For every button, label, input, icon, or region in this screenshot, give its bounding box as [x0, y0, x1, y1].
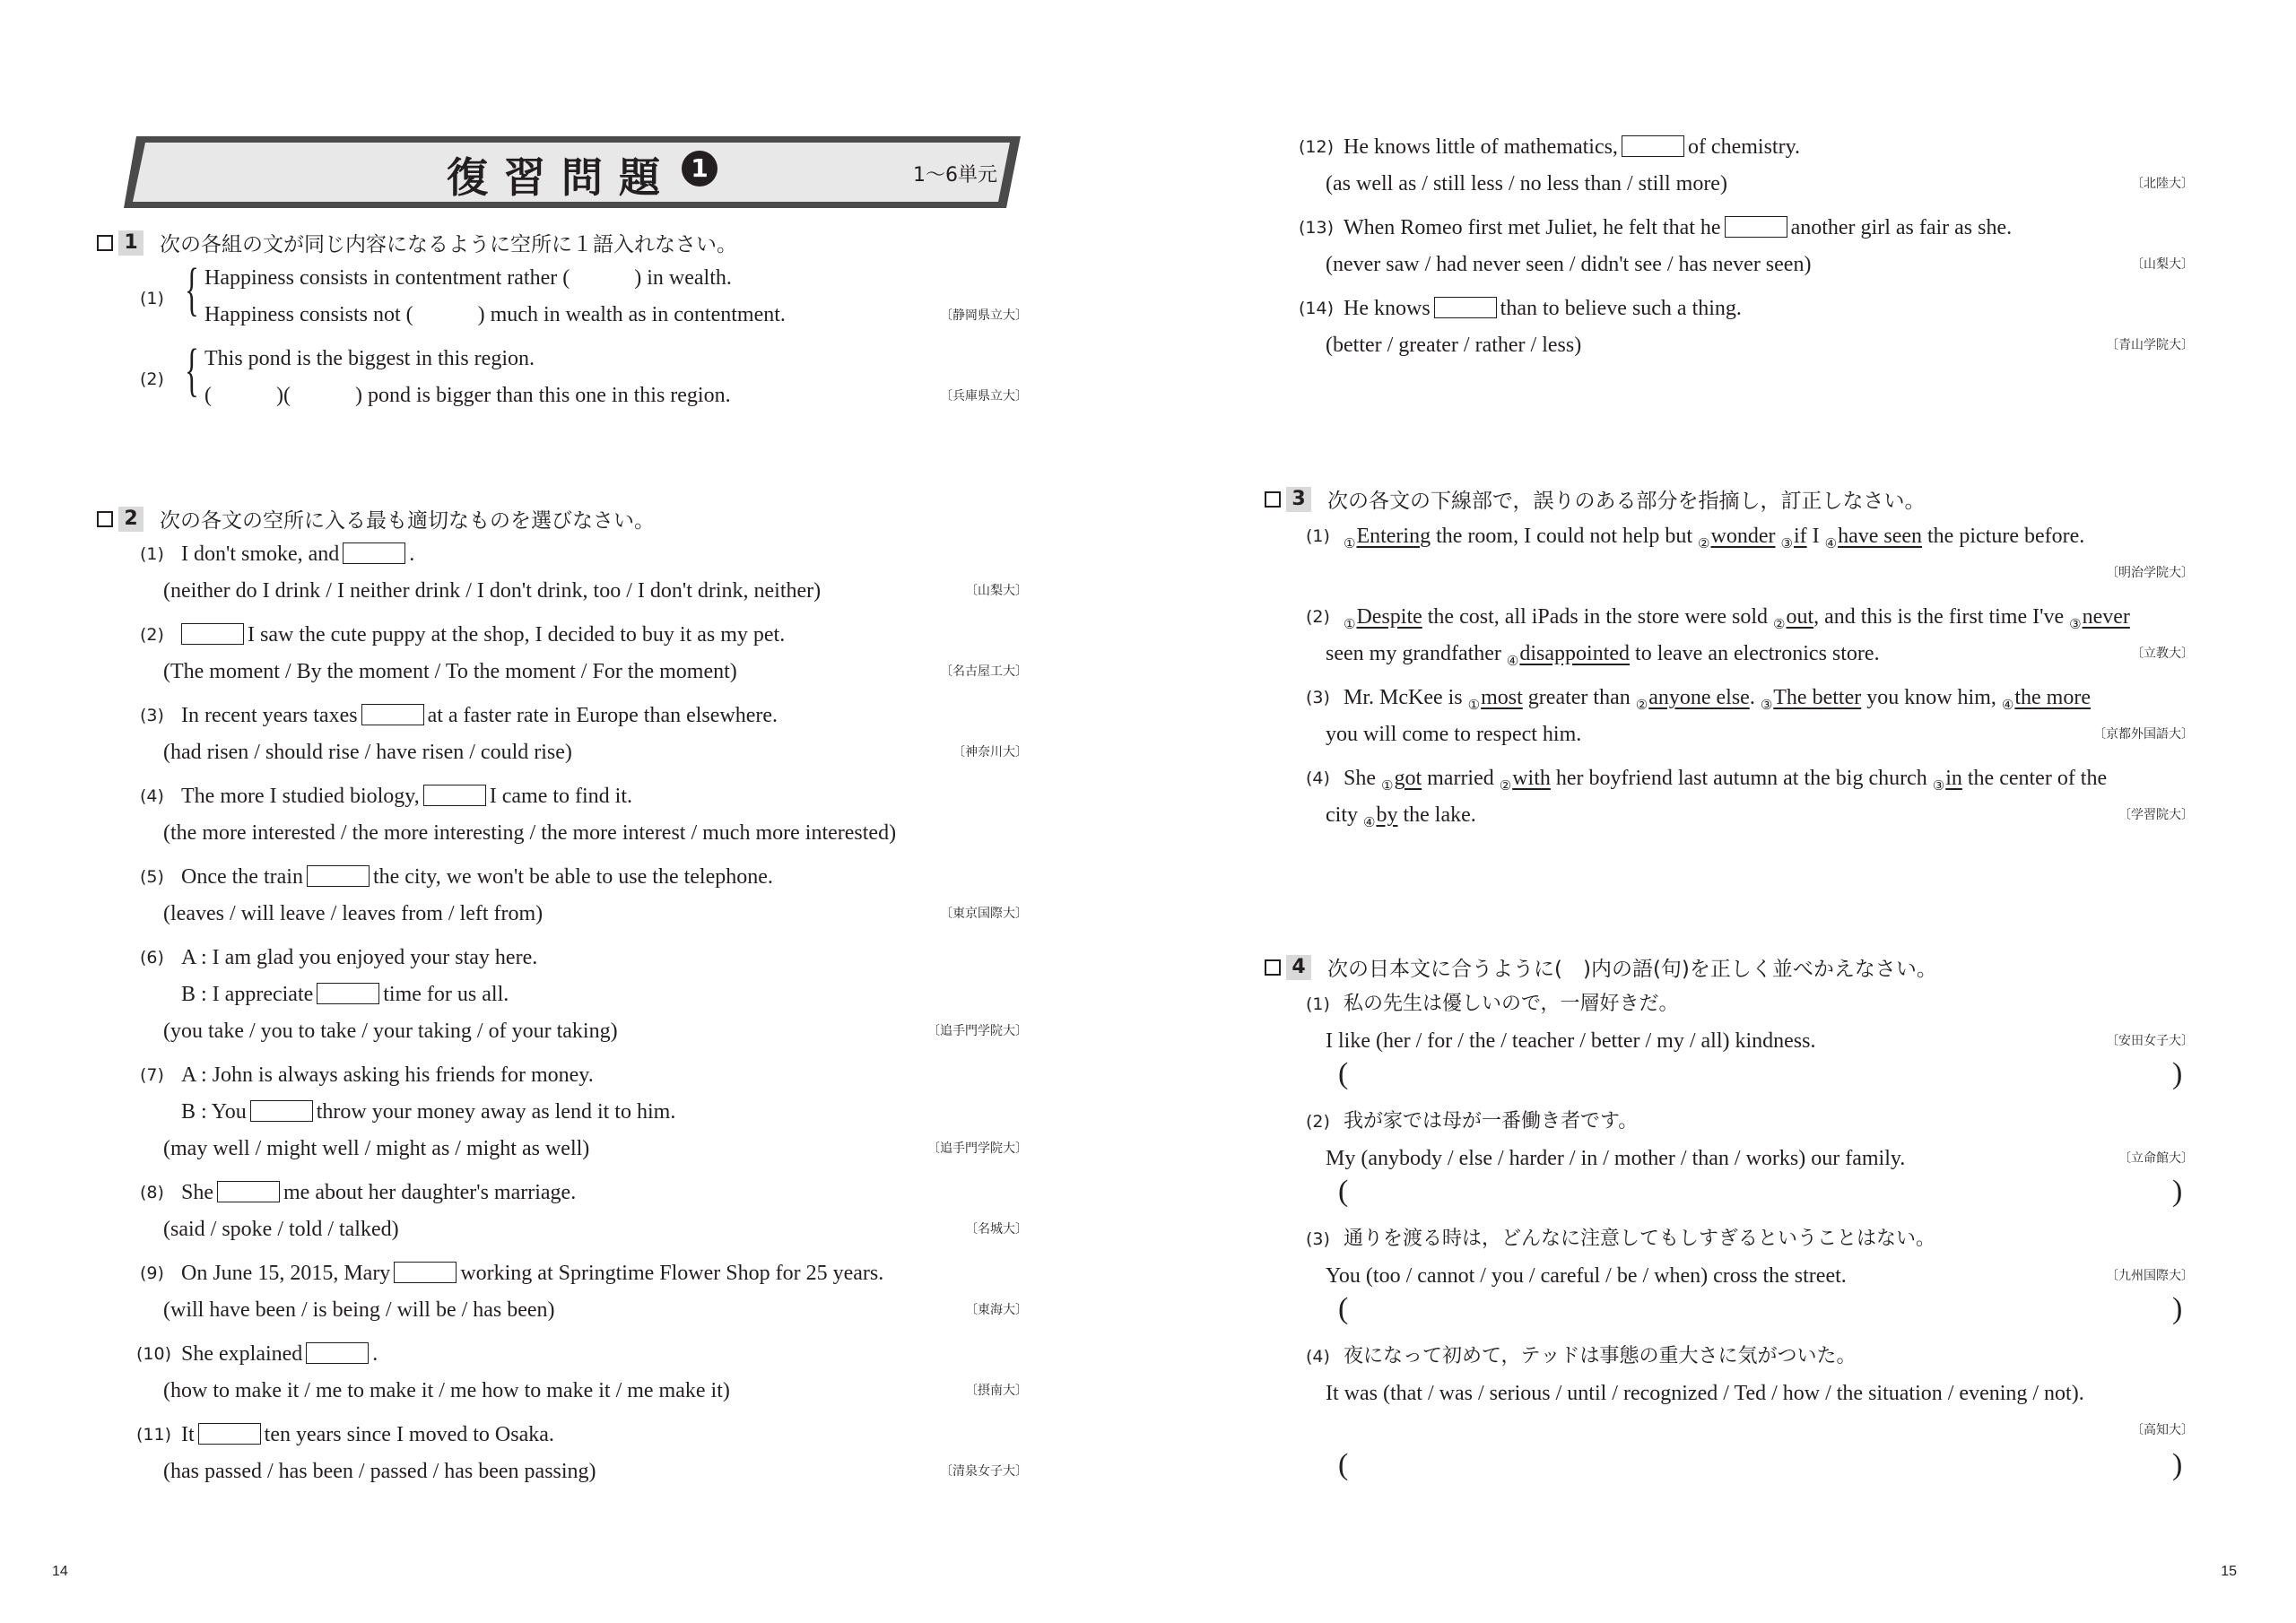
question-sentence: It ten years since I moved to Osaka.	[181, 1423, 554, 1446]
answer-blank[interactable]	[423, 785, 486, 806]
error-sentence: Mr. McKee is $_①$most greater than $_②$anyone else. $_③$The better you know him, $_④$the more	[1344, 686, 2091, 713]
japanese-sentence: 通りを渡る時は，どんなに注意してもしすぎるということはない。	[1344, 1228, 1936, 1250]
question-number: (4)	[1306, 1347, 1330, 1367]
source-label: 〔摂南大〕	[965, 1384, 1028, 1398]
source-label: 〔京都外国語大〕	[2093, 727, 2194, 742]
question-sentence: She explained .	[181, 1342, 378, 1366]
error-sentence-cont: city $_④$by the lake.	[1326, 803, 1476, 830]
question-number: (1)	[140, 544, 164, 564]
question-sentence: I saw the cute puppy at the shop, I decided to buy it as my pet.	[181, 621, 785, 648]
title-banner	[124, 136, 1021, 208]
question-sentence: B : You throw your money away as lend it to him.	[181, 1100, 676, 1124]
answer-blank[interactable]	[198, 1423, 261, 1445]
review-number-badge: 1	[682, 151, 718, 187]
options: (as well as / still less / no less than / still more)	[1326, 172, 1727, 195]
question-number: (1)	[1306, 994, 1330, 1014]
question-sentence: The more I studied biology, I came to find it.	[181, 785, 633, 808]
question-number: (9)	[140, 1263, 164, 1283]
question-number: (2)	[140, 625, 164, 645]
source-label: 〔青山学院大〕	[2106, 338, 2194, 352]
source-label: 〔清泉女子大〕	[940, 1464, 1028, 1479]
question-number: (8)	[140, 1183, 164, 1202]
question-number: (14)	[1299, 299, 1335, 318]
section-number: 4	[1286, 955, 1311, 980]
question-number: (3)	[140, 706, 164, 725]
page-number: 15	[2221, 1564, 2237, 1579]
section-1-header	[97, 228, 737, 257]
checkbox-icon[interactable]	[1265, 959, 1281, 976]
answer-blank[interactable]	[394, 1262, 457, 1283]
source-label: 〔東海大〕	[965, 1303, 1028, 1317]
question-sentence: I don't smoke, and .	[181, 542, 415, 566]
options: (may well / might well / might as / might as well)	[163, 1137, 590, 1160]
question-number: (13)	[1299, 218, 1335, 238]
section-number: 1	[118, 230, 144, 256]
options: (has passed / has been / passed / has been passing)	[163, 1460, 596, 1483]
english-words: My (anybody / else / harder / in / mother / than / works) our family.	[1326, 1147, 1906, 1170]
options: (had risen / should rise / have risen / could rise)	[163, 741, 572, 764]
page-number: 14	[52, 1564, 68, 1579]
options: (the more interested / the more interesting / the more interest / much more interested)	[163, 821, 897, 845]
error-sentence: She $_①$got married $_②$with her boyfriend last autumn at the big church $_③$in the center of the	[1344, 767, 2108, 794]
question-sentence: Once the train the city, we won't be able to use the telephone.	[181, 865, 773, 889]
options: (The moment / By the moment / To the moment / For the moment)	[163, 660, 737, 683]
answer-blank[interactable]	[361, 704, 424, 725]
source-label: 〔山梨大〕	[2131, 257, 2194, 272]
question-number: (3)	[1306, 688, 1330, 707]
options: (will have been / is being / will be / has been)	[163, 1298, 555, 1322]
source-label: 〔名城大〕	[965, 1222, 1028, 1237]
brace-icon: {	[185, 337, 199, 403]
source-label: 〔明治学院大〕	[2106, 566, 2194, 580]
section-4-header	[1265, 952, 1937, 982]
english-words: You (too / cannot / you / careful / be / when) cross the street.	[1326, 1264, 1847, 1288]
question-number: (2)	[140, 369, 164, 389]
sentence: This pond is the biggest in this region.	[204, 347, 535, 370]
checkbox-icon[interactable]	[97, 511, 113, 527]
question-sentence: In recent years taxes at a faster rate in Europe than elsewhere.	[181, 704, 778, 727]
options: (you take / you to take / your taking / of your taking)	[163, 1020, 618, 1043]
source-label: 〔学習院大〕	[2118, 808, 2194, 822]
source-label: 〔高知大〕	[2131, 1423, 2194, 1437]
question-number: (6)	[140, 948, 164, 968]
answer-blank[interactable]	[317, 983, 379, 1004]
sentence: Happiness consists not ( ) much in wealth as in contentment.	[204, 303, 786, 326]
source-label: 〔追手門学院大〕	[927, 1141, 1028, 1156]
answer-blank[interactable]	[306, 1342, 369, 1364]
question-number: (12)	[1299, 137, 1335, 157]
section-instruction: 次の各文の下線部で，誤りのある部分を指摘し，訂正しなさい。	[1327, 490, 1926, 513]
source-label: 〔北陸大〕	[2131, 177, 2194, 191]
answer-blank[interactable]	[1434, 297, 1497, 318]
error-sentence: $_①$Entering the room, I could not help but $_②$wonder $_③$if I $_④$have seen the picture before.	[1344, 525, 2085, 551]
answer-blank[interactable]	[1622, 135, 1684, 157]
answer-blank[interactable]	[181, 623, 244, 645]
sentence: ( )( ) pond is bigger than this one in this region.	[204, 384, 731, 407]
options: (leaves / will leave / leaves from / left from)	[163, 902, 544, 925]
source-label: 〔九州国際大〕	[2106, 1269, 2194, 1283]
options: (said / spoke / told / talked)	[163, 1218, 399, 1241]
japanese-sentence: 私の先生は優しいので，一層好きだ。	[1344, 993, 1679, 1015]
question-sentence: When Romeo first met Juliet, he felt that he another girl as fair as she.	[1344, 216, 2013, 239]
question-sentence: B : I appreciate time for us all.	[181, 983, 509, 1006]
unit-range: 1〜6単元	[913, 164, 997, 187]
source-label: 〔東京国際大〕	[940, 907, 1028, 921]
question-sentence: He knows than to believe such a thing.	[1344, 297, 1742, 320]
question-number: (1)	[140, 289, 164, 308]
error-sentence-cont: you will come to respect him.	[1326, 723, 1582, 746]
brace-icon: {	[185, 256, 199, 322]
source-label: 〔立教大〕	[2131, 647, 2194, 661]
question-number: (4)	[140, 786, 164, 806]
review-title: 復習問題	[447, 153, 676, 202]
question-sentence: On June 15, 2015, Mary working at Springtime Flower Shop for 25 years.	[181, 1262, 884, 1285]
question-number: (1)	[1306, 526, 1330, 546]
dialogue-line: A : I am glad you enjoyed your stay here.	[181, 946, 538, 969]
english-words: It was (that / was / serious / until / recognized / Ted / how / the situation / evening / not).	[1326, 1382, 2084, 1405]
answer-blank[interactable]	[250, 1100, 313, 1122]
source-label: 〔神奈川大〕	[952, 745, 1028, 759]
english-words: I like (her / for / the / teacher / better / my / all) kindness.	[1326, 1029, 1816, 1053]
section-2-header	[97, 504, 655, 534]
source-label: 〔静岡県立大〕	[940, 308, 1028, 323]
section-number: 2	[118, 507, 144, 532]
section-instruction: 次の各組の文が同じ内容になるように空所に１語入れなさい。	[160, 233, 737, 256]
answer-blank[interactable]	[217, 1181, 280, 1202]
checkbox-icon[interactable]	[97, 235, 113, 251]
section-instruction: 次の日本文に合うように( )内の語(句)を正しく並べかえなさい。	[1327, 958, 1937, 981]
error-sentence-cont: seen my grandfather $_④$disappointed to leave an electronics store.	[1326, 642, 1880, 669]
question-number: (11)	[136, 1425, 172, 1445]
options: (never saw / had never seen / didn't see / has never seen)	[1326, 253, 1812, 276]
question-sentence: He knows little of mathematics, of chemistry.	[1344, 135, 1801, 159]
question-number: (10)	[136, 1344, 172, 1364]
question-number: (2)	[1306, 607, 1330, 627]
section-number: 3	[1286, 487, 1311, 512]
dialogue-line: A : John is always asking his friends for money.	[181, 1063, 594, 1087]
options: (neither do I drink / I neither drink / I don't drink, too / I don't drink, neither)	[163, 579, 822, 603]
answer-blank[interactable]	[307, 865, 370, 887]
sentence: Happiness consists in contentment rather ( ) in wealth.	[204, 266, 732, 290]
answer-blank[interactable]	[343, 542, 405, 564]
japanese-sentence: 夜になって初めて，テッドは事態の重大さに気がついた。	[1344, 1345, 1857, 1367]
source-label: 〔立命館大〕	[2118, 1151, 2194, 1166]
source-label: 〔兵庫県立大〕	[940, 389, 1028, 404]
source-label: 〔追手門学院大〕	[927, 1024, 1028, 1038]
question-number: (7)	[140, 1065, 164, 1085]
error-sentence: $_①$Despite the cost, all iPads in the store were sold $_②$out, and this is the first time I've $_③$never	[1344, 605, 2130, 632]
source-label: 〔山梨大〕	[965, 584, 1028, 598]
question-number: (5)	[140, 867, 164, 887]
options: (better / greater / rather / less)	[1326, 334, 1582, 357]
answer-blank[interactable]	[1725, 216, 1787, 238]
source-label: 〔名古屋工大〕	[940, 664, 1028, 679]
checkbox-icon[interactable]	[1265, 491, 1281, 508]
section-instruction: 次の各文の空所に入る最も適切なものを選びなさい。	[160, 509, 655, 533]
japanese-sentence: 我が家では母が一番働き者です。	[1344, 1110, 1639, 1133]
right-page: (12) He knows little of mathematics, of chemistry. (as well as / still less / no less than / still more) 〔北陸大〕 (13) When Romeo first met Juliet, he felt that he another girl as fair as she. (never saw / had never seen / didn't see / has never seen) 〔山梨大〕 (14) He knows than to believe such a thing. (better / greater / rather / less) 〔青山学院大〕 3 次の各文の下線部で，誤りのある部分を指摘し，訂正しなさい。 (1) $_①$Entering the room, I could not help but $_②$wonder $_③$if I $_④$have seen the picture before. 〔明治学院大〕 (2) $_①$Despite the cost, all iPads in the store were sold $_②$out, and this is the first time I've $_③$never seen my grandfather $_④$disappointed to leave an electronics store. 〔立教大〕 (3) Mr. McKee is $_①$most greater than $_②$anyone else. $_③$The better you know him, $_④$the more you will come to respect him. 〔京都外国語大〕 (4) She $_①$got married $_②$with her boyfriend last autumn at the big church $_③$in the center of the city $_④$by the lake. 〔学習院大〕 4 次の日本文に合うように( )内の語(句)を正しく並べかえなさい。 (1) 私の先生は優しいので，一層好きだ。 I like (her / for / the / teacher / better / my / all) kindness. 〔安田女子大〕 ( ) (2) 我が家では母が一番働き者です。 My (anybody / else / harder / in / mother / than / works) our family. 〔立命館大〕 ( ) (3) 通りを渡る時は，どんなに注意してもしすぎるということはない。 You (too / cannot / you / careful / be / when) cross the street. 〔九州国際大〕 ( ) (4) 夜になって初めて，テッドは事態の重大さに気がついた。 It was (that / was / serious / until / recognized / Ted / how / the situation / evening / not). 〔高知大〕 ( ) 15	[1148, 0, 2296, 1623]
source-label: 〔安田女子大〕	[2106, 1034, 2194, 1048]
section-3-header	[1265, 484, 1926, 514]
question-number: (4)	[1306, 768, 1330, 788]
question-number: (3)	[1306, 1229, 1330, 1249]
options: (how to make it / me to make it / me how to make it / me make it)	[163, 1379, 730, 1402]
question-sentence: She me about her daughter's marriage.	[181, 1181, 577, 1204]
question-number: (2)	[1306, 1112, 1330, 1132]
